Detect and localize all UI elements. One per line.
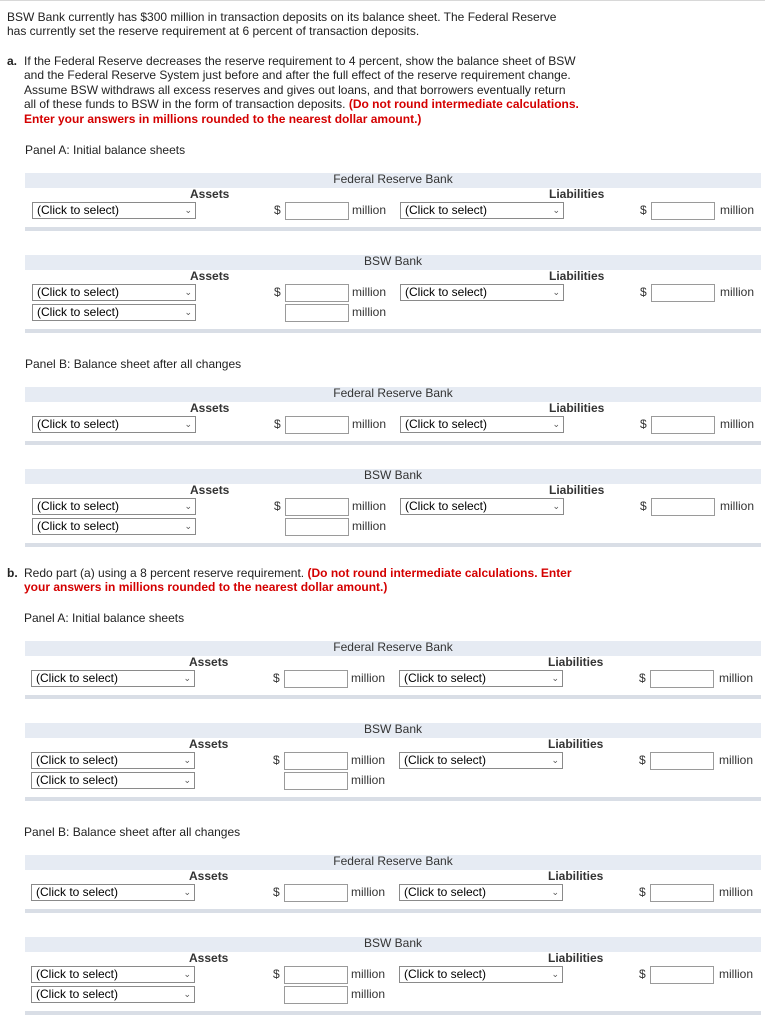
- asset-select[interactable]: [31, 670, 195, 687]
- select-text: (Click to select): [404, 885, 487, 899]
- asset-amount-input[interactable]: [285, 416, 349, 434]
- million-label: million: [719, 967, 754, 981]
- dollar-sign: $: [640, 285, 647, 299]
- asset-select[interactable]: [32, 416, 196, 433]
- dollar-sign: $: [273, 753, 280, 767]
- asset-amount-input[interactable]: [284, 670, 348, 688]
- select-text: (Click to select): [36, 753, 119, 767]
- table-bottom-border: [25, 441, 761, 445]
- liability-select[interactable]: [399, 752, 563, 769]
- balance-sheet-title: Federal Reserve Bank: [333, 172, 453, 186]
- asset-amount-input[interactable]: [285, 284, 349, 302]
- million-label: million: [719, 885, 754, 899]
- select-text: (Click to select): [405, 417, 488, 431]
- chevron-down-icon: ⌄: [184, 501, 192, 511]
- assets-header: Assets: [190, 187, 230, 201]
- part-a-label: a.: [7, 54, 18, 68]
- liability-select[interactable]: [400, 498, 564, 515]
- chevron-down-icon: ⌄: [184, 521, 192, 531]
- dollar-sign: $: [274, 285, 281, 299]
- select-text: (Click to select): [37, 499, 120, 513]
- select-text: (Click to select): [405, 203, 488, 217]
- asset-select[interactable]: [32, 304, 196, 321]
- assets-header: Assets: [190, 401, 230, 415]
- liability-amount-input[interactable]: [650, 670, 714, 688]
- million-label: million: [719, 671, 754, 685]
- dollar-sign: $: [273, 967, 280, 981]
- assets-header: Assets: [190, 269, 230, 283]
- million-label: million: [351, 987, 386, 1001]
- million-label: million: [351, 967, 386, 981]
- chevron-down-icon: ⌄: [551, 887, 559, 897]
- dollar-sign: $: [640, 203, 647, 217]
- part-a-line-2: and the Federal Reserve System just before and after the full effect of the reserve requirement change.: [24, 68, 571, 82]
- asset-select[interactable]: [32, 202, 196, 219]
- part-a-line-4: all of these funds to BSW in the form of transaction deposits. (Do not round intermediate calculations.: [24, 97, 579, 111]
- liability-select[interactable]: [400, 416, 564, 433]
- select-text: (Click to select): [37, 519, 120, 533]
- select-text: (Click to select): [36, 967, 119, 981]
- part-b-label: b.: [7, 566, 18, 580]
- liability-select[interactable]: [399, 966, 563, 983]
- million-label: million: [352, 499, 387, 513]
- select-text: (Click to select): [37, 285, 120, 299]
- table-bottom-border: [25, 329, 761, 333]
- select-text: (Click to select): [405, 285, 488, 299]
- chevron-down-icon: ⌄: [184, 419, 192, 429]
- panel-b-label: Panel B: Balance sheet after all changes: [24, 825, 241, 839]
- asset-amount-input[interactable]: [285, 498, 349, 516]
- table-bottom-border: [25, 543, 761, 547]
- panel-a-label: Panel A: Initial balance sheets: [24, 611, 185, 625]
- intro-line-1: BSW Bank currently has $300 million in transaction deposits on its balance sheet. The Federal Reserve: [7, 10, 557, 24]
- chevron-down-icon: ⌄: [183, 887, 191, 897]
- chevron-down-icon: ⌄: [552, 287, 560, 297]
- panel-b-label: Panel B: Balance sheet after all changes: [25, 357, 242, 371]
- asset-amount-input[interactable]: [284, 986, 348, 1004]
- select-text: (Click to select): [37, 305, 120, 319]
- asset-amount-input[interactable]: [285, 304, 349, 322]
- table-bottom-border: [25, 797, 761, 801]
- dollar-sign: $: [274, 417, 281, 431]
- asset-amount-input[interactable]: [284, 966, 348, 984]
- balance-sheet-title: Federal Reserve Bank: [333, 854, 453, 868]
- million-label: million: [351, 753, 386, 767]
- liability-amount-input[interactable]: [650, 884, 714, 902]
- dollar-sign: $: [274, 203, 281, 217]
- select-text: (Click to select): [37, 203, 120, 217]
- asset-select[interactable]: [32, 498, 196, 515]
- panel-a-label: Panel A: Initial balance sheets: [25, 143, 186, 157]
- million-label: million: [720, 203, 755, 217]
- dollar-sign: $: [639, 885, 646, 899]
- asset-select[interactable]: [32, 284, 196, 301]
- table-bottom-border: [25, 695, 761, 699]
- liabilities-header: Liabilities: [548, 951, 604, 965]
- liabilities-header: Liabilities: [548, 869, 604, 883]
- liability-select[interactable]: [399, 884, 563, 901]
- million-label: million: [720, 499, 755, 513]
- table-bottom-border: [25, 1011, 761, 1015]
- assets-header: Assets: [190, 483, 230, 497]
- balance-sheet-title: Federal Reserve Bank: [333, 386, 453, 400]
- liability-amount-input[interactable]: [651, 202, 715, 220]
- liability-select[interactable]: [400, 284, 564, 301]
- million-label: million: [720, 285, 755, 299]
- chevron-down-icon: ⌄: [184, 287, 192, 297]
- part-a-line-1: If the Federal Reserve decreases the reserve requirement to 4 percent, show the balance sheet of BSW: [24, 54, 576, 68]
- balance-sheet-title: BSW Bank: [363, 722, 423, 736]
- liabilities-header: Liabilities: [549, 483, 605, 497]
- liability-select[interactable]: [399, 670, 563, 687]
- chevron-down-icon: ⌄: [183, 775, 191, 785]
- liability-amount-input[interactable]: [651, 498, 715, 516]
- million-label: million: [352, 203, 387, 217]
- liability-select[interactable]: [400, 202, 564, 219]
- liabilities-header: Liabilities: [549, 269, 605, 283]
- assets-header: Assets: [189, 869, 229, 883]
- dollar-sign: $: [639, 671, 646, 685]
- asset-select[interactable]: [31, 752, 195, 769]
- liabilities-header: Liabilities: [549, 401, 605, 415]
- part-b-line-1: Redo part (a) using a 8 percent reserve requirement. (Do not round intermediate calculations. Enter: [24, 566, 572, 580]
- chevron-down-icon: ⌄: [184, 205, 192, 215]
- dollar-sign: $: [273, 885, 280, 899]
- million-label: million: [720, 417, 755, 431]
- chevron-down-icon: ⌄: [552, 501, 560, 511]
- chevron-down-icon: ⌄: [552, 419, 560, 429]
- select-text: (Click to select): [37, 417, 120, 431]
- chevron-down-icon: ⌄: [552, 205, 560, 215]
- chevron-down-icon: ⌄: [183, 673, 191, 683]
- chevron-down-icon: ⌄: [184, 307, 192, 317]
- million-label: million: [352, 417, 387, 431]
- assets-header: Assets: [189, 951, 229, 965]
- chevron-down-icon: ⌄: [551, 673, 559, 683]
- assets-header: Assets: [189, 737, 229, 751]
- million-label: million: [352, 305, 387, 319]
- balance-sheet-title: BSW Bank: [363, 468, 423, 482]
- balance-sheet-title: BSW Bank: [363, 936, 423, 950]
- select-text: (Click to select): [36, 671, 119, 685]
- million-label: million: [719, 753, 754, 767]
- liability-amount-input[interactable]: [650, 752, 714, 770]
- dollar-sign: $: [640, 417, 647, 431]
- liability-amount-input[interactable]: [650, 966, 714, 984]
- asset-select[interactable]: [31, 986, 195, 1003]
- million-label: million: [351, 885, 386, 899]
- million-label: million: [352, 519, 387, 533]
- select-text: (Click to select): [405, 499, 488, 513]
- balance-sheet-title: Federal Reserve Bank: [333, 640, 453, 654]
- asset-select[interactable]: [31, 884, 195, 901]
- part-a-line-5: Enter your answers in millions rounded to the nearest dollar amount.): [24, 112, 422, 126]
- chevron-down-icon: ⌄: [551, 755, 559, 765]
- dollar-sign: $: [639, 753, 646, 767]
- dollar-sign: $: [640, 499, 647, 513]
- asset-amount-input[interactable]: [284, 772, 348, 790]
- select-text: (Click to select): [404, 967, 487, 981]
- million-label: million: [352, 285, 387, 299]
- asset-amount-input[interactable]: [285, 518, 349, 536]
- select-text: (Click to select): [404, 753, 487, 767]
- million-label: million: [351, 671, 386, 685]
- dollar-sign: $: [273, 671, 280, 685]
- liability-amount-input[interactable]: [651, 284, 715, 302]
- table-bottom-border: [25, 227, 761, 231]
- select-text: (Click to select): [404, 671, 487, 685]
- chevron-down-icon: ⌄: [551, 969, 559, 979]
- asset-select[interactable]: [31, 772, 195, 789]
- million-label: million: [351, 773, 386, 787]
- asset-select[interactable]: [32, 518, 196, 535]
- chevron-down-icon: ⌄: [183, 989, 191, 999]
- chevron-down-icon: ⌄: [183, 755, 191, 765]
- table-bottom-border: [25, 909, 761, 913]
- select-text: (Click to select): [36, 987, 119, 1001]
- asset-amount-input[interactable]: [284, 752, 348, 770]
- part-b-line-2: your answers in millions rounded to the nearest dollar amount.): [24, 580, 388, 594]
- balance-sheet-title: BSW Bank: [363, 254, 423, 268]
- select-text: (Click to select): [36, 885, 119, 899]
- assets-header: Assets: [189, 655, 229, 669]
- asset-amount-input[interactable]: [285, 202, 349, 220]
- select-text: (Click to select): [36, 773, 119, 787]
- liabilities-header: Liabilities: [549, 187, 605, 201]
- asset-amount-input[interactable]: [284, 884, 348, 902]
- chevron-down-icon: ⌄: [183, 969, 191, 979]
- part-a-line-3: Assume BSW withdraws all excess reserves and gives out loans, and that borrowers eventually return: [24, 83, 566, 97]
- intro-line-2: has currently set the reserve requirement at 6 percent of transaction deposits.: [7, 24, 420, 38]
- dollar-sign: $: [274, 499, 281, 513]
- liability-amount-input[interactable]: [651, 416, 715, 434]
- liabilities-header: Liabilities: [548, 737, 604, 751]
- asset-select[interactable]: [31, 966, 195, 983]
- liabilities-header: Liabilities: [548, 655, 604, 669]
- dollar-sign: $: [639, 967, 646, 981]
